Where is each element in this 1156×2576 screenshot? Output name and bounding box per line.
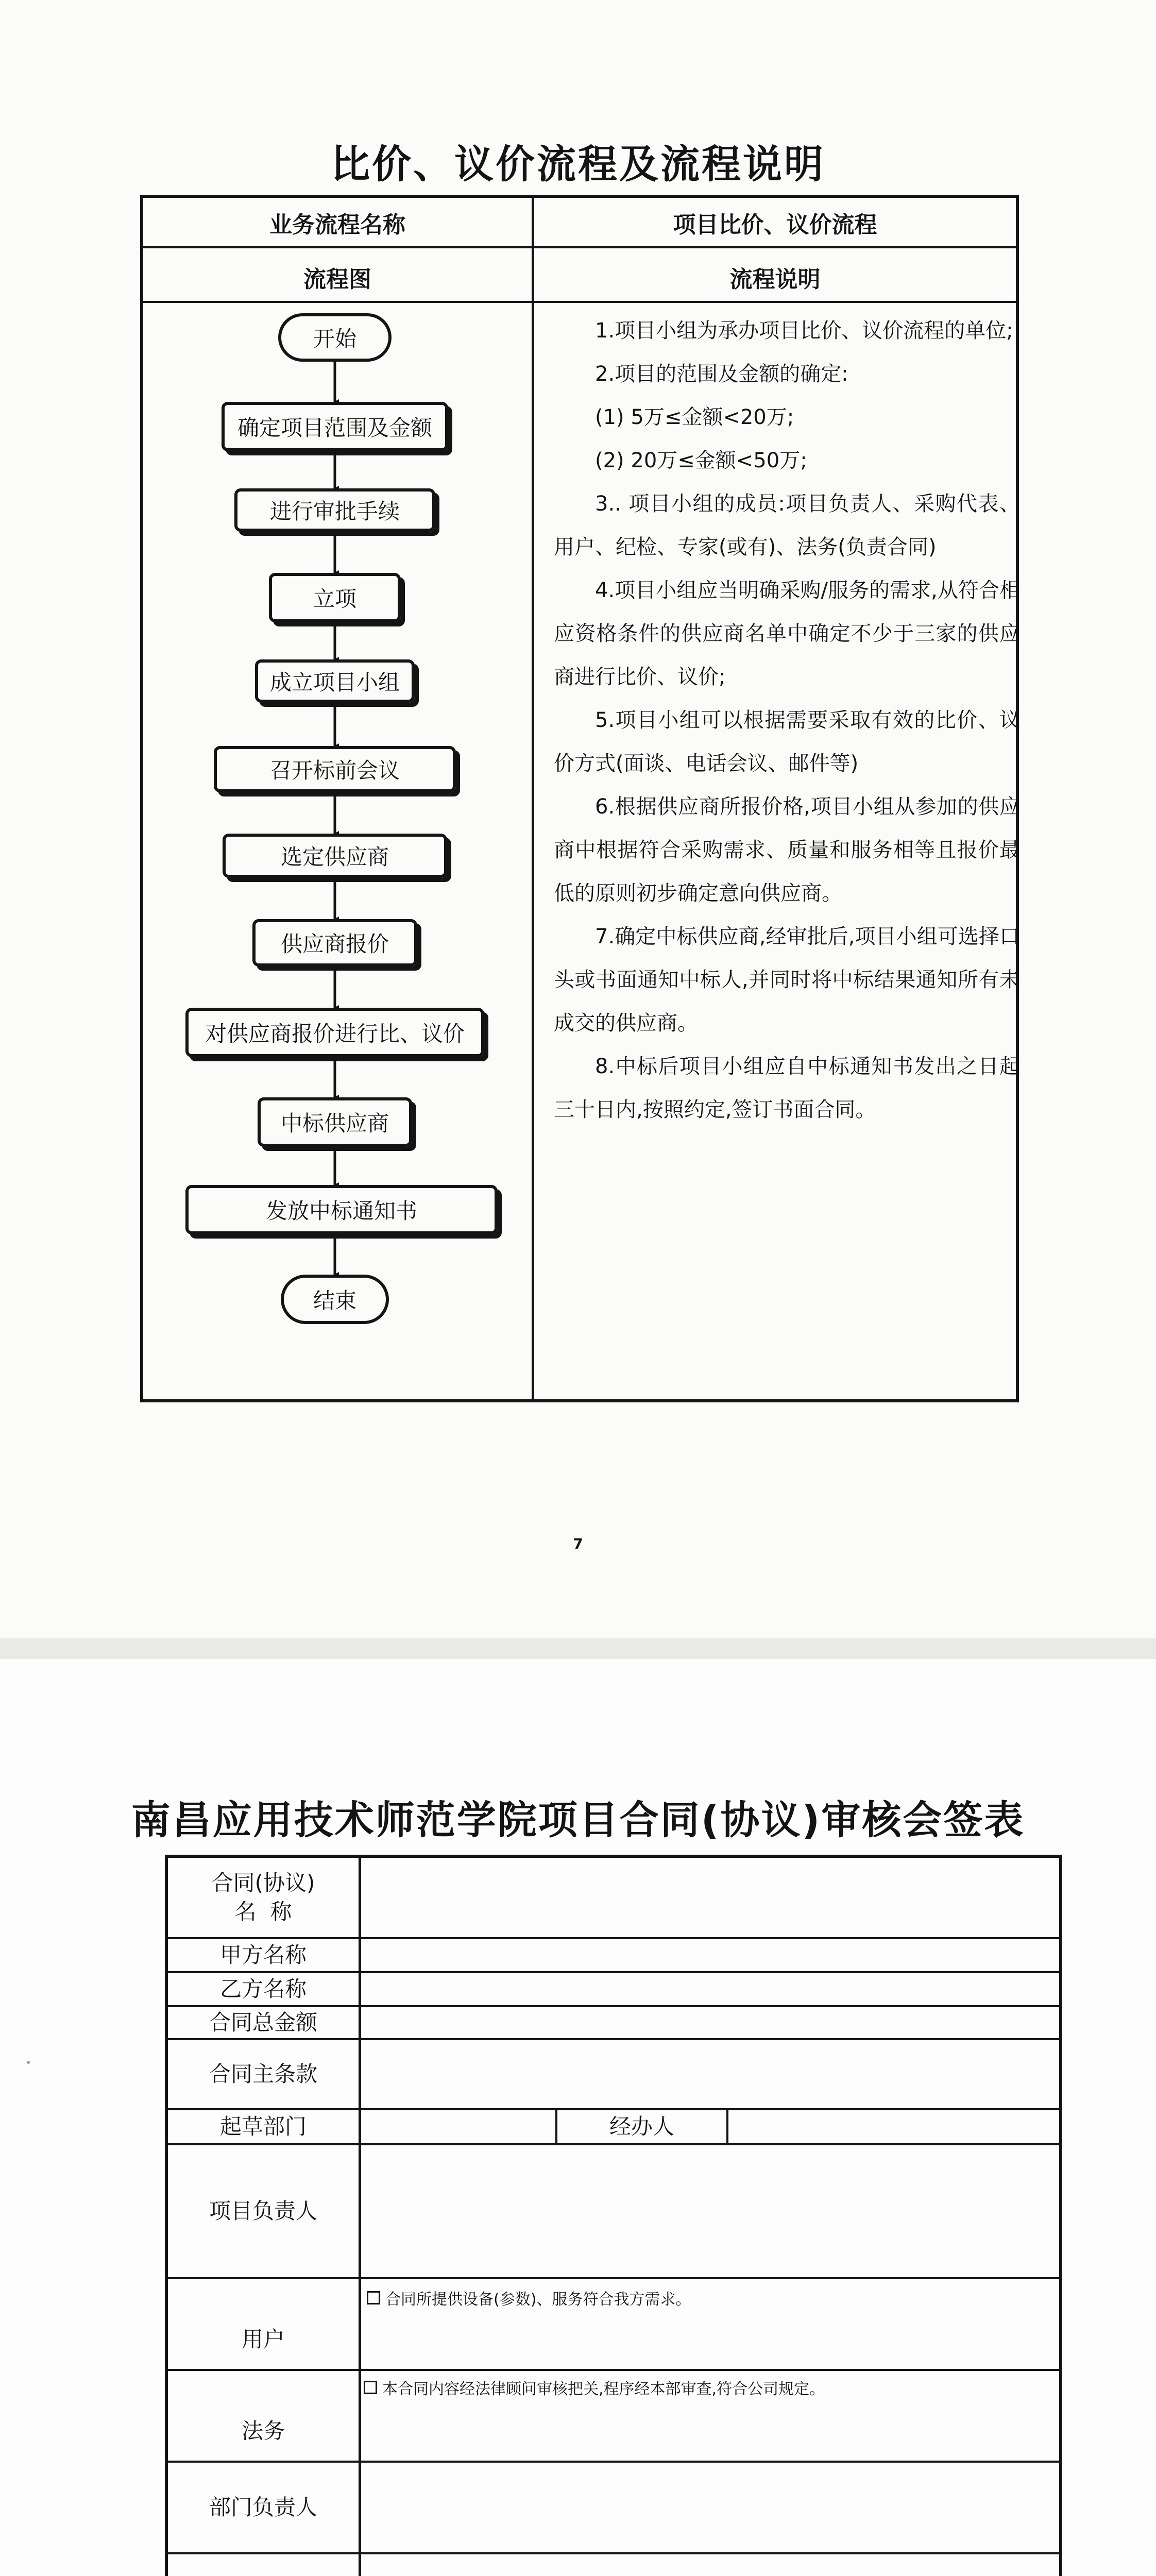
header-flowchart-label: 流程图 [303, 266, 371, 293]
label-dept-head: 部门负责人 [209, 2495, 317, 2520]
header-process-name-value: 项目比价、议价流程 [673, 212, 877, 238]
header-process-name-label: 业务流程名称 [269, 212, 405, 238]
label-total-amount: 合同总金额 [209, 2010, 317, 2035]
form-border-label-col [359, 1855, 361, 2576]
flow-step-prebid-meeting: 召开标前会议 [214, 746, 456, 792]
label-contract-name-line1: 合同(协议) [211, 1870, 315, 1895]
form-border-handler-right [726, 2108, 728, 2145]
description-item: 3.. 项目小组的成员:项目负责人、采购代表、用户、纪检、专家(或有)、法务(负责合同) [554, 492, 1020, 559]
label-legal: 法务 [241, 2418, 285, 2444]
flow-step-start: 开始 [278, 313, 392, 362]
signoff-form-title: 南昌应用技术师范学院项目合同(协议)审核会签表 [131, 1797, 1025, 1843]
flow-step-approval: 进行审批手续 [234, 488, 435, 532]
user-checkbox[interactable] [367, 2291, 380, 2304]
label-drafting-dept: 起草部门 [219, 2114, 307, 2139]
page-number: 7 [573, 1535, 583, 1552]
scan-speck [27, 2061, 30, 2064]
flow-description [554, 309, 1020, 1131]
label-project-leader: 项目负责人 [209, 2198, 317, 2224]
description-item: 4.项目小组应当明确采购/服务的需求,从符合相应资格条件的供应商名单中确定不少于三家的供应商进行比价、议价; [554, 579, 1020, 689]
flow-step-form-team: 成立项目小组 [255, 659, 415, 703]
description-item: 6.根据供应商所报价格,项目小组从参加的供应商中根据符合采购需求、质量和服务相等且报价最低的原则初步确定意向供应商。 [554, 795, 1020, 905]
label-contract-name-line2: 名 称 [234, 1899, 292, 1924]
flow-page-title: 比价、议价流程及流程说明 [331, 141, 825, 187]
description-item: (2) 20万≤金额<50万; [595, 449, 807, 472]
label-party-a: 甲方名称 [219, 1942, 307, 1968]
label-main-terms: 合同主条款 [209, 2061, 317, 2087]
label-handler: 经办人 [609, 2114, 674, 2139]
label-finance [168, 2554, 359, 2576]
legal-confirmation[interactable] [364, 2376, 825, 2399]
label-contract-name [168, 1858, 359, 1937]
legal-checkbox[interactable] [364, 2381, 377, 2394]
label-user: 用户 [241, 2327, 285, 2352]
flow-step-select-supplier: 选定供应商 [223, 834, 447, 878]
user-confirmation-text: 合同所提供设备(参数)、服务符合我方需求。 [385, 2291, 691, 2309]
description-item: 8.中标后项目小组应自中标通知书发出之日起三十日内,按照约定,签订书面合同。 [554, 1055, 1020, 1122]
label-party-b: 乙方名称 [219, 1976, 307, 2002]
description-item: 1.项目小组为承办项目比价、议价流程的单位; [595, 319, 1013, 343]
user-confirmation[interactable] [367, 2286, 691, 2309]
flow-step-award-notice: 发放中标通知书 [185, 1185, 498, 1234]
description-item: 5.项目小组可以根据需要采取有效的比价、议价方式(面谈、电话会议、邮件等) [554, 708, 1020, 775]
description-item: (1) 5万≤金额<20万; [595, 405, 794, 429]
flow-step-supplier-quote: 供应商报价 [252, 919, 417, 967]
form-border-right [1059, 1855, 1062, 2576]
legal-confirmation-text: 本合同内容经法律顾问审核把关,程序经本部审查,符合公司规定。 [382, 2380, 825, 2398]
page-gap [0, 1638, 1156, 1659]
flow-step-end: 结束 [281, 1275, 389, 1324]
flow-step-winning-supplier: 中标供应商 [258, 1097, 412, 1147]
header-description-label: 流程说明 [729, 266, 821, 293]
description-item: 2.项目的范围及金额的确定: [595, 362, 848, 386]
flow-step-price-negotiation: 对供应商报价进行比、议价 [185, 1008, 484, 1057]
flow-step-define-scope: 确定项目范围及金额 [222, 402, 448, 451]
description-item: 7.确定中标供应商,经审批后,项目小组可选择口头或书面通知中标人,并同时将中标结果通知所有未成交的供应商。 [554, 925, 1020, 1035]
flow-step-project-setup: 立项 [269, 573, 401, 622]
